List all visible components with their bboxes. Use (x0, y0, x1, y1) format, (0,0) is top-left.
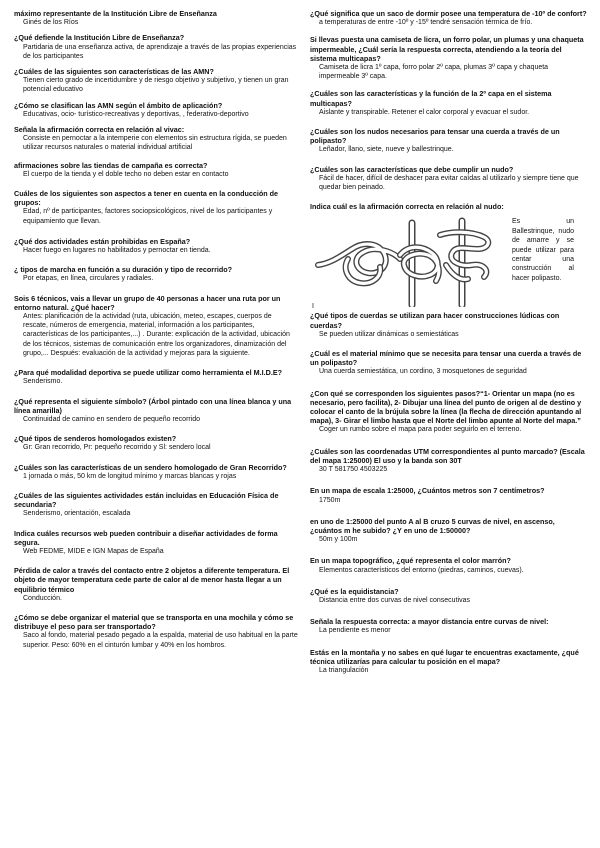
qa-item (14, 491, 298, 519)
qa-item (310, 35, 588, 81)
qa-item (310, 389, 588, 435)
answer: 1 jornada o más, 50 km de longitud mínimo y marcas blancas y rojas (23, 472, 237, 480)
question: en uno de 1:25000 del punto A al B cruzo 5 curvas de nivel, en ascenso, ¿cuántos m he subido? ¿Y en uno de 1:50000? (310, 516, 555, 535)
qa-item (310, 556, 588, 574)
question: ¿Qué tipos de senderos homologados existen? (14, 434, 177, 444)
question: afirmaciones sobre las tiendas de campaña es correcta? (14, 160, 208, 170)
question: ¿Cuáles son las características de un sendero homologado de Gran Recorrido? (14, 462, 287, 472)
qa-item (14, 125, 298, 153)
qa-item (14, 265, 298, 283)
answer: Por etapas, en línea, circulares y radiales. (23, 275, 154, 283)
question: ¿Cuáles de las siguientes actividades están incluidas en Educación Física de secundaria? (14, 490, 279, 510)
qa-item (14, 9, 298, 27)
answer: Antes: planificación de la actividad (ruta, ubicación, meteo, escapes, cuerpos de rescate, números de emergencia, material, información a los participantes, características de los participantes,...) . Durante: explicación de la actividad, ubicación de los técnicos, sistemas de comunicación entre los organizadores, dinamización del grupo,... Después: evaluación de la actividad y mejoras para la siguiente. (23, 313, 290, 357)
qa-item (14, 161, 298, 179)
question: ¿Con qué se corresponden los siguientes pasos?“1- Orientar un mapa (no es necesario, pero facilita), 2- Dibujar una línea del punto de origen al de destino y colocar el canto de la brújula sobre la línea (la flecha de dirección apuntando al mapa), 3- Girar el limbo hasta que el Norte del limbo apunte al Norte del mapa.” (310, 388, 582, 426)
question: ¿Cómo se debe organizar el material que se transporta en una mochila y cómo se distribuye el peso para ser transportado? (14, 612, 294, 632)
qa-item (310, 311, 588, 339)
knot-section (310, 215, 588, 311)
qa-item (310, 202, 588, 211)
answer: La pendiente es menor (319, 627, 391, 635)
question: máximo representante de la Institución Libre de Enseñanza (14, 9, 217, 18)
qa-item (310, 349, 588, 377)
qa-item (14, 529, 298, 557)
answer: Partidaria de una enseñanza activa, de aprendizaje a través de las propias experiencias de los participantes (23, 43, 297, 60)
qa-item (14, 397, 298, 425)
question: ¿ tipos de marcha en función a su duración y tipo de recorrido? (14, 265, 233, 275)
answer: Saco al fondo, material pesado pegado a la espalda, material de uso habitual en la parte superior. Peso: 60% en el cinturón lumbar y 40% en los hombros. (23, 632, 298, 649)
answer: a temperaturas de entre -10º y -15º tendré sensación térmica de frío. (319, 19, 533, 27)
question: En un mapa topográfico, ¿qué representa el color marrón? (310, 556, 511, 566)
answer: Web FEDME, MIDE e IGN Mapas de España (23, 547, 164, 555)
answer: Leñador, llano, siete, nueve y ballestrinque. (319, 146, 454, 154)
qa-item (310, 587, 588, 605)
answer: Senderismo. (23, 378, 63, 386)
qa-item (14, 566, 298, 603)
question: Si llevas puesta una camiseta de licra, un forro polar, un plumas y una chaqueta impermeable, ¿Cuál sería la respuesta correcta, atendiendo a la teoría del sistema multicapas? (310, 35, 584, 63)
answer: Continuidad de camino en sendero de pequeño recorrido (23, 415, 201, 423)
answer: Gr: Gran recorrido, Pr: pequeño recorrido y Sl: sendero local (23, 444, 211, 452)
question: Cuáles de los siguientes son aspectos a tener en cuenta en la conducción de grupos: (14, 189, 279, 208)
answer: Educativas, ocio- turístico-recreativas y deportivas, , federativo-deportivo (23, 110, 249, 118)
answer: Distancia entre dos curvas de nivel consecutivas (319, 596, 470, 604)
qa-item (310, 127, 588, 155)
qa-item (14, 67, 298, 95)
question: Señala la respuesta correcta: a mayor distancia entre curvas de nivel: (310, 617, 549, 627)
answer: 50m y 100m (319, 536, 358, 544)
qa-item (310, 447, 588, 475)
question: Señala la afirmación correcta en relación al vivac: (14, 125, 185, 135)
answer: Camiseta de licra 1º capa, forro polar 2º capa, plumas 3º capa y chaqueta impermeable 3º capa. (319, 64, 549, 81)
answer: Coger un rumbo sobre el mapa para poder seguirlo en el terreno. (319, 426, 522, 434)
knot-figure-mark: I (312, 303, 314, 311)
question: ¿Cuál es el material mínimo que se necesita para tensar una cuerda a través de un polipasto? (310, 349, 582, 368)
question: Pérdida de calor a través del contacto entre 2 objetos a diferente temperatura. El objeto de mayor temperatura cede parte de calor al de menor hasta llegar a un equilibrio térmico (14, 566, 290, 594)
qa-item (310, 89, 588, 117)
question: ¿Qué significa que un saco de dormir posee una temperatura de -10º de confort? (310, 9, 587, 18)
question: ¿Cuáles son las coordenadas UTM correspondientes al punto marcado? (Escala del mapa 1:25000) El uso y la banda son 30T (310, 446, 585, 465)
answer: 1750m (319, 496, 341, 504)
question: ¿Cuáles son las características que debe cumplir un nudo? (310, 164, 514, 174)
question: ¿Cuáles son los nudos necesarios para tensar una cuerda a través de un polipasto? (310, 127, 560, 146)
answer: El cuerpo de la tienda y el doble techo no deben estar en contacto (23, 170, 229, 178)
answer: Elementos característicos del entorno (piedras, caminos, cuevas). (319, 566, 524, 574)
qa-item (14, 101, 298, 119)
answer: Consiste en pernoctar a la intemperie con elementos sin estructura rígida, se pueden utilizar recursos naturales o material individual artificial (23, 135, 287, 152)
answer: Edad, nº de participantes, factores sociopsicológicos, nivel de los participantes y equipamiento que llevan. (23, 208, 273, 225)
knot-answer: Es un Ballestrinque, nudo de amarre y se puede utilizar para centar una construcción al hacer polipasto. (512, 218, 574, 282)
qa-item (310, 617, 588, 635)
question: ¿Cuáles de las siguientes son características de las AMN? (14, 67, 214, 77)
qa-item (14, 33, 298, 61)
answer: Hacer fuego en lugares no habilitados y pernoctar en tienda. (23, 247, 211, 255)
question: ¿Cómo se clasifican las AMN según el ámbito de aplicación? (14, 100, 223, 110)
question: ¿Qué representa el siguiente símbolo? (Árbol pintado con una línea blanca y una línea amarilla) (14, 396, 292, 415)
answer: Ginés de los Ríos (23, 19, 79, 27)
question: ¿Qué defiende la Institución Libre de Enseñanza? (14, 33, 185, 43)
question: En un mapa de escala 1:25000, ¿Cuántos metros son 7 centímetros? (310, 486, 545, 496)
answer: Aislante y transpirable. Retener el calor corporal y evacuar el sudor. (319, 108, 530, 116)
left-column (14, 9, 298, 650)
clove-hitch-knot-illustration (312, 215, 508, 307)
question: ¿Cuáles son las características y la función de la 2º capa en el sistema multicapas? (310, 89, 552, 108)
qa-item (310, 486, 588, 504)
qa-item (14, 434, 298, 452)
answer: Una cuerda semiestática, un cordino, 3 mosquetones de seguridad (319, 368, 527, 376)
question: Estás en la montaña y no sabes en qué lugar te encuentras exactamente, ¿qué técnica utilizarías para calcular tu posición en el mapa? (310, 647, 579, 666)
qa-item (310, 648, 588, 676)
answer: Tienen cierto grado de incertidumbre y de riesgo objetivo y subjetivo, y tienen un gran potencial educativo (23, 77, 289, 94)
answer: Conducción. (23, 594, 62, 602)
qa-item (14, 294, 298, 358)
question: Indica cuáles recursos web pueden contribuir a diseñar actividades de forma segura. (14, 528, 278, 547)
qa-item (310, 165, 588, 193)
question: Sois 6 técnicos, vais a llevar un grupo de 40 personas a hacer una ruta por un entorno natural. ¿Qué hacer? (14, 293, 281, 312)
qa-item (14, 368, 298, 386)
question: Indica cuál es la afirmación correcta en relación al nudo: (310, 202, 504, 212)
right-column (310, 9, 588, 675)
answer: Senderismo, orientación, escalada (23, 510, 131, 518)
answer: Fácil de hacer, difícil de deshacer para evitar caídas al utilizarlo y siempre tiene que quedar bien peinado. (319, 174, 579, 192)
qa-item (310, 9, 588, 27)
qa-item (14, 237, 298, 255)
question: ¿Qué es la equidistancia? (310, 586, 399, 596)
qa-item (14, 613, 298, 650)
qa-item (310, 517, 588, 545)
qa-item (14, 189, 298, 226)
answer: Se pueden utilizar dinámicas o semiestáticas (319, 330, 459, 338)
qa-item (14, 463, 298, 481)
question: ¿Qué tipos de cuerdas se utilizan para hacer construcciones lúdicas con cuerdas? (310, 311, 560, 330)
question: ¿Qué dos actividades están prohibidas en España? (14, 236, 191, 246)
answer: 30 T 581750 4503225 (319, 466, 388, 474)
answer: La triangulación (319, 666, 369, 674)
question: ¿Para qué modalidad deportiva se puede utilizar como herramienta el M.I.D.E? (14, 368, 282, 378)
